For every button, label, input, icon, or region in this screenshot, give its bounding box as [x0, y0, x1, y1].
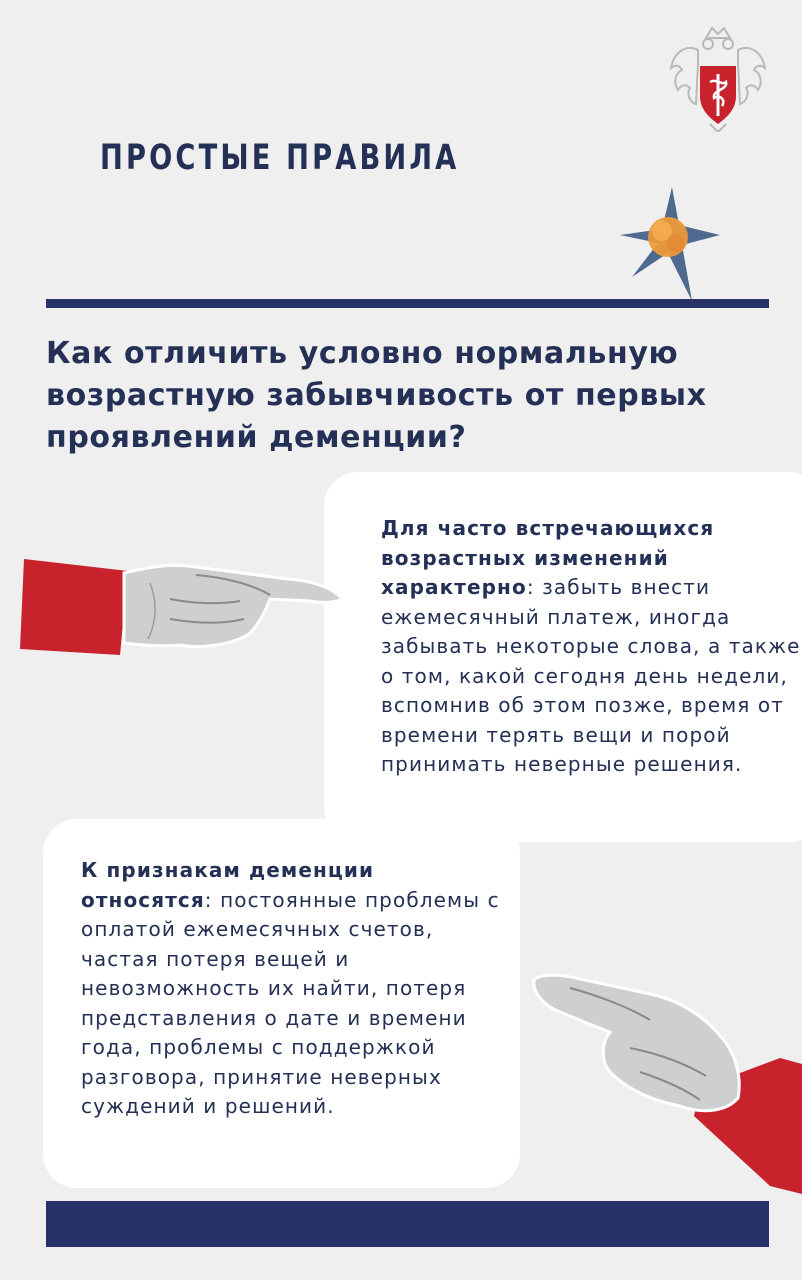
dementia-signs-body: : постоянные проблемы с оплатой ежемесячных счетов, частая потеря вещей и невозможность их найти, потеря представления о дате и времени года, проблемы с поддержкой разговора, принятие неверных суждений и решений. [81, 887, 500, 1118]
normal-aging-body: : забыть внести ежемесячный платеж, иногда забывать некоторые слова, а также о том, какой сегодня день недели, вспомнив об этом позже, время от времени терять вещи и порой принимать неверные решения. [381, 575, 801, 776]
emblem-icon [668, 24, 768, 132]
pointing-hand-left-icon [530, 968, 802, 1198]
dementia-signs-card [43, 819, 520, 1188]
normal-aging-card [324, 472, 802, 842]
question-line-1: Как отличить условно нормальную [46, 336, 679, 371]
top-divider [46, 299, 769, 308]
pointing-hand-right-icon [20, 553, 350, 661]
question-heading [46, 333, 746, 459]
normal-aging-lead: Для часто встречающихся возрастных изменений характерно [381, 516, 715, 599]
normal-aging-text [381, 514, 801, 780]
question-line-2: возрастную забывчивость от первых [46, 378, 707, 413]
dementia-signs-text [81, 856, 501, 1122]
star-icon [616, 185, 726, 303]
bottom-bar [46, 1201, 769, 1247]
question-line-3: проявлений деменции? [46, 420, 467, 455]
dementia-signs-lead: К признакам деменции относятся [81, 858, 375, 912]
page-title: ПРОСТЫЕ ПРАВИЛА [100, 138, 460, 178]
